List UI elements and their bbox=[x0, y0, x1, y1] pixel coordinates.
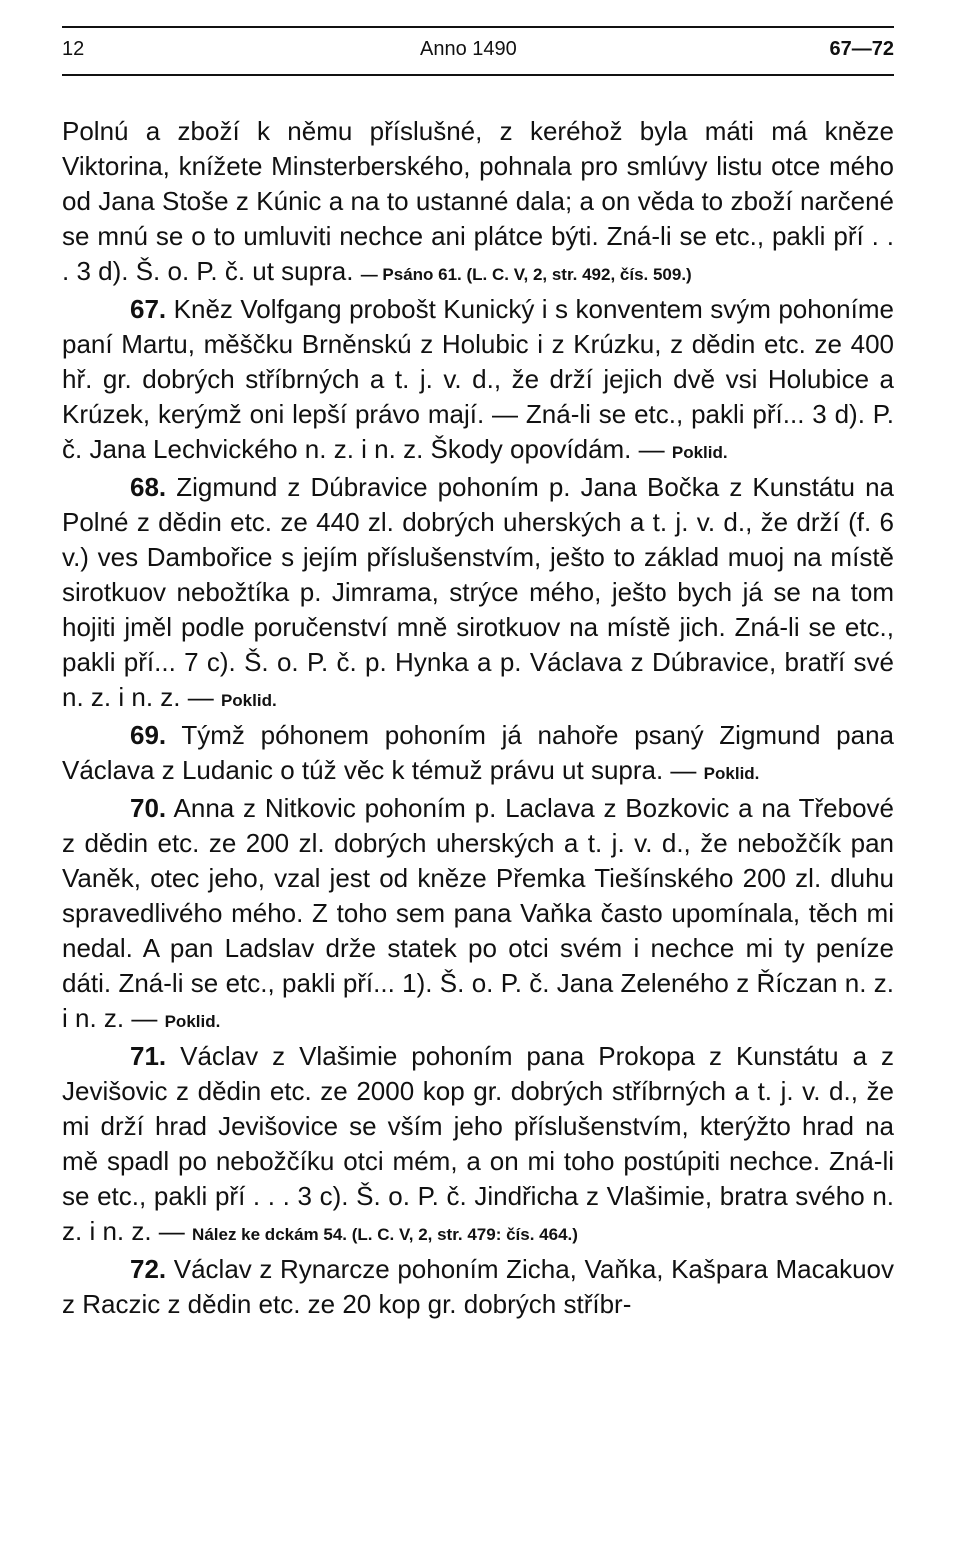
entry-number: 70. bbox=[130, 793, 167, 823]
entry-number: 67. bbox=[130, 294, 167, 324]
source-note: — Psáno 61. (L. C. V, 2, str. 492, čís. 509.) bbox=[360, 265, 692, 284]
entry-67 bbox=[62, 292, 894, 470]
entry-70 bbox=[62, 791, 894, 1039]
entry-text: Václav z Vlašimie pohoním pana Prokopa z Kunstátu a z Jevišovic z dědin etc. ze 2000 kop gr. dobrých stříbrných a t. j. v. d., že mi drží hrad Jevišovice se vším jeho příslušenstvím, kterýžto hrad na mě spadl po nebožčíku otci mém, a on mi toho postúpiti nechce. Zná-li se etc., pakli pří . . . 3 c). Š. o. P. č. Jindřicha z Vlašimie, bratra svého n. z. i n. z. — bbox=[62, 1041, 894, 1246]
entry-71 bbox=[62, 1039, 894, 1252]
entry-note: Poklid. bbox=[703, 764, 760, 783]
running-title: Anno 1490 bbox=[420, 38, 517, 60]
entry-number: 71. bbox=[130, 1041, 167, 1071]
entry-text: Anna z Nitkovic pohoním p. Laclava z Bozkovic a na Třebové z dědin etc. ze 200 zl. dobrých uherských a t. j. v. d., že nebožčík pan Vaněk, otec jeho, vzal jest od kněze Přemka Tiešínského 200 zl. dluhu spravedlivého mého. Z toho sem pana Vaňka často upomínala, těch mi nedal. A pan Ladslav drže statek po otci svém i nechce mi ty peníze dáti. Zná-li se etc., pakli pří... 1). Š. o. P. č. Jana Zeleného z Říczan n. z. i n. z. — bbox=[62, 793, 894, 1033]
entry-number: 69. bbox=[130, 720, 167, 750]
entry-69 bbox=[62, 718, 894, 791]
entry-number: 72. bbox=[130, 1254, 167, 1284]
paragraph-continuation bbox=[62, 114, 894, 292]
page-number: 12 bbox=[62, 38, 85, 60]
entry-note: Poklid. bbox=[220, 691, 277, 710]
entry-note: Poklid. bbox=[671, 443, 728, 462]
document-page bbox=[62, 26, 894, 1322]
entry-number: 68. bbox=[130, 472, 167, 502]
entry-text: Zigmund z Dúbravice pohoním p. Jana Bočka z Kunstátu na Polné z dědin etc. ze 440 zl. dobrých uherských a t. j. v. d., že drží (f. 6 v.) ves Dambořice s jejím příslušenstvím, ješto to základ muoj na místě sirotkuov nebožtíka p. Jimrama, strýce mého, ješto bych já se na tom hojiti jměl podle poručenství mně sirotkuov na místě jich. Zná-li se etc., pakli pří... 7 c). Š. o. P. č. p. Hynka a p. Václava z Dúbravice, bratří své n. z. i n. z. — bbox=[62, 472, 894, 712]
paragraph-text: Polnú a zboží k němu příslušné, z keréhož byla máti má kněze Viktorina, knížete Minsterberského, pohnala pro smlúvy listu otce mého od Jana Stoše z Kúnic a na to ustanné dala; a on věda to zboží narčené se mnú se o to umluviti nechce ani plátce býti. Zná-li se etc., pakli pří . . . 3 d). Š. o. P. č. ut supra. bbox=[62, 116, 894, 286]
entry-68 bbox=[62, 470, 894, 718]
entry-72 bbox=[62, 1252, 894, 1322]
entry-range: 67—72 bbox=[829, 38, 894, 60]
entry-text: Kněz Volfgang probošt Kunický i s konventem svým pohoníme paní Martu, měščku Brněnskú z Holubic i z Krúzku, z dědin etc. ze 400 hř. gr. dobrých stříbrných a t. j. v. d., že drží jejich dvě vsi Holubice a Krúzek, kerýmž oni lepší právo mají. — Zná-li se etc., pakli pří... 3 d). P. č. Jana Lechvického n. z. i n. z. Škody opovídám. — bbox=[62, 294, 894, 464]
entry-text: Václav z Rynarcze pohoním Zicha, Vaňka, Kašpara Macakuov z Raczic z dědin etc. ze 20 kop gr. dobrých stříbr- bbox=[62, 1254, 894, 1319]
entry-note: Nález ke dckám 54. (L. C. V, 2, str. 479: čís. 464.) bbox=[192, 1225, 578, 1244]
entry-text: Týmž póhonem pohoním já nahoře psaný Zigmund pana Václava z Ludanic o túž věc k témuž právu ut supra. — bbox=[62, 720, 894, 785]
running-header bbox=[62, 26, 894, 76]
entry-note: Poklid. bbox=[164, 1012, 221, 1031]
document-body bbox=[62, 114, 894, 1322]
